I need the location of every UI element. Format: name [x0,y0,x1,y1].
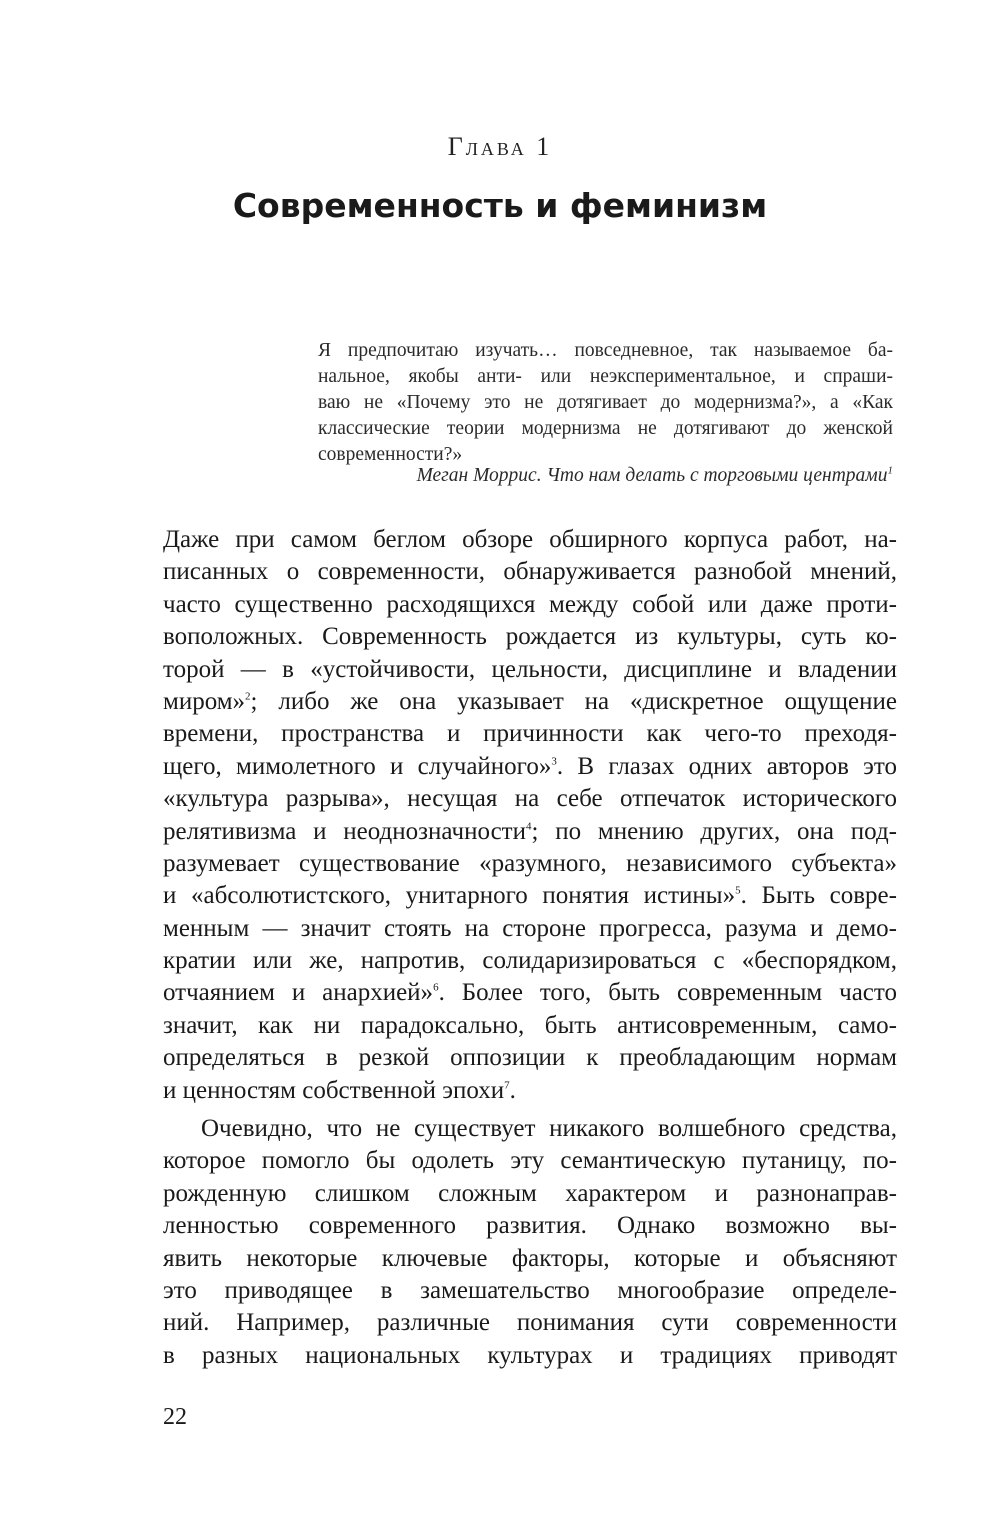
body-line: релятивизма и неоднозначности$^4$; по мнению других, она под- [163,817,897,845]
footnote-ref: 2 [245,690,251,703]
body-line: миром»$^2$; либо же она указывает на «дискретное ощущение [163,687,897,715]
body-text [163,524,897,1372]
epigraph-source-text: Меган Моррис. Что нам делать с торговыми центрами [416,465,888,486]
epigraph-line: современности?» [318,444,463,465]
epigraph-line: классические теории модернизма не дотягивают до женской [318,418,893,439]
epigraph [318,338,893,468]
body-line: ленностью современного развития. Однако возможно вы- [163,1212,897,1240]
body-line: в разных национальных культурах и традициях приводят [163,1341,897,1369]
footnote-ref: 6 [433,982,439,995]
chapter-title: Современность и феминизм [232,186,768,225]
epigraph-line: ваю не «Почему это не дотягивает до модернизма?», а «Как [318,392,893,413]
body-line: щего, мимолетного и случайного»$^3$. В глазах одних авторов это [163,752,898,780]
body-line: писанных о современности, обнаруживается разнобой мнений, [163,558,897,586]
body-line: отчаянием и анархией»$^6$. Более того, быть современным часто [163,979,897,1007]
body-line: разумевает существование «разумного, независимого субъекта» [163,849,897,877]
body-line: и «абсолютистского, унитарного понятия истины»$^5$. Быть совре- [163,882,897,910]
body-line: значит, как ни парадоксально, быть антисовременным, само- [163,1011,897,1039]
body-line: явить некоторые ключевые факторы, которые и объясняют [163,1244,897,1272]
body-line: менным — значит стоять на стороне прогресса, разума и демо- [163,914,897,942]
epigraph-line: нальное, якобы анти- или неэкспериментальное, и спраши- [318,366,893,387]
footnote-ref: 7 [504,1079,510,1092]
chapter-label: Глава 1 [447,132,553,161]
body-line: торой — в «устойчивости, цельности, дисциплине и владении [163,655,897,683]
body-line: это приводящее в замешательство многообразие определе- [163,1276,897,1304]
body-line: Очевидно, что не существует никакого волшебного средства, [201,1115,897,1143]
epigraph-source [318,465,893,487]
epigraph-line: Я предпочитаю изучать… повседневное, так называемое ба- [318,340,893,361]
body-line: кратии или же, напротив, солидаризироваться с «беспорядком, [163,947,897,975]
footnote-ref: 4 [525,820,532,833]
footnote-ref: 3 [551,755,557,768]
body-line: которое помогло бы одолеть эту семантическую путаницу, по- [163,1147,897,1175]
body-line: часто существенно расходящихся между собой или даже проти- [163,590,897,618]
footnote-ref: 1 [887,464,893,477]
footnote-ref: 5 [735,884,741,897]
body-line: и ценностям собственной эпохи$^7$. [163,1076,516,1104]
page-number: 22 [163,1404,187,1430]
body-line: ний. Например, различные понимания сути современности [163,1309,897,1337]
body-line: воположных. Современность рождается из культуры, суть ко- [163,623,897,651]
body-line: определяться в резкой оппозиции к преобладающим нормам [163,1044,897,1072]
body-line: «культура разрыва», несущая на себе отпечаток исторического [163,785,897,813]
body-line: времени, пространства и причинности как чего-то преходя- [163,720,897,748]
body-line: Даже при самом беглом обзоре обширного корпуса работ, на- [163,526,897,553]
body-line: рожденную слишком сложным характером и разнонаправ- [163,1179,897,1207]
